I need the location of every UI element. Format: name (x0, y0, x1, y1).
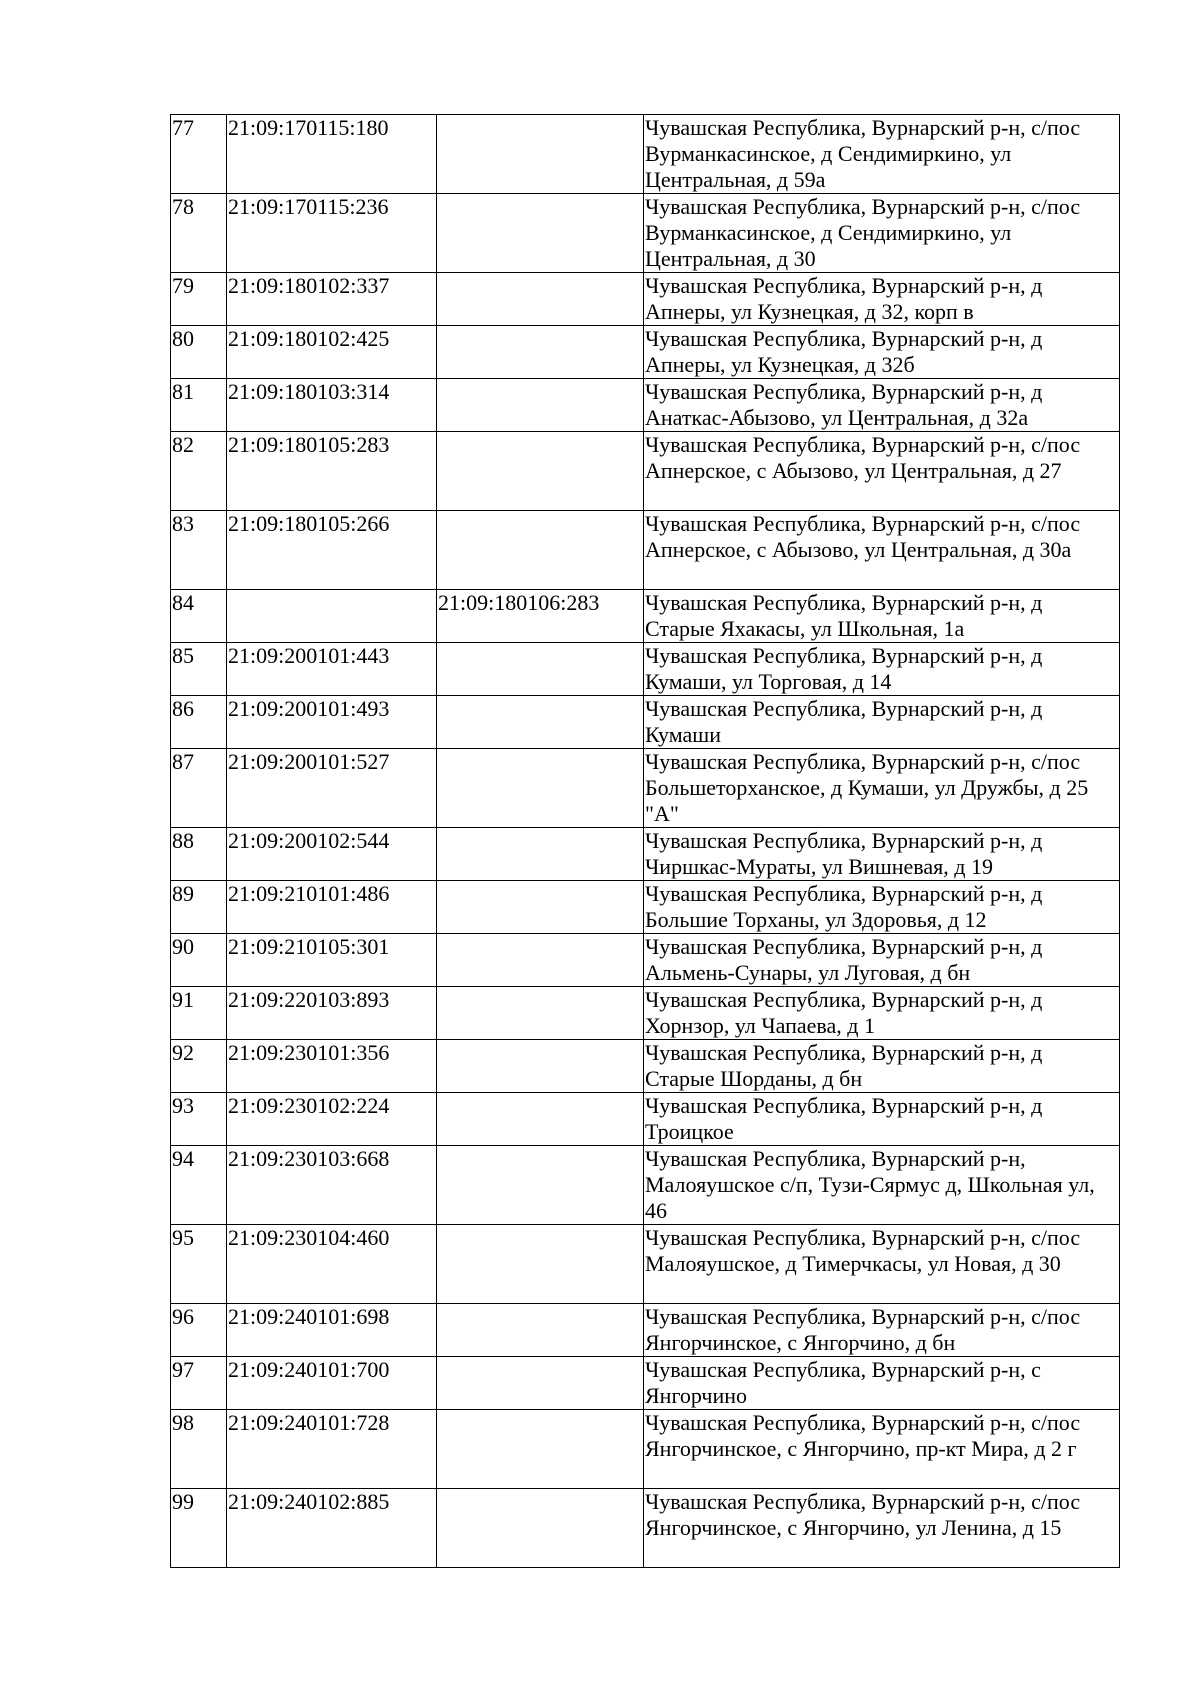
address-cell: Чувашская Республика, Вурнарский р-н, Малояушское с/п, Тузи-Сярмус д, Школьная ул, 46 (644, 1146, 1120, 1225)
cadastral-number-cell: 21:09:180103:314 (227, 379, 437, 432)
table-row (171, 432, 1120, 511)
secondary-cadastral-number-cell (437, 1304, 644, 1357)
secondary-cadastral-number-cell (437, 379, 644, 432)
table-row (171, 828, 1120, 881)
secondary-cadastral-number-cell (437, 1357, 644, 1410)
cadastral-number-cell: 21:09:180102:425 (227, 326, 437, 379)
secondary-cadastral-number-cell (437, 1146, 644, 1225)
table-row (171, 273, 1120, 326)
table-row (171, 1146, 1120, 1225)
secondary-cadastral-number-cell (437, 1410, 644, 1489)
address-cell: Чувашская Республика, Вурнарский р-н, д Альмень-Сунары, ул Луговая, д бн (644, 934, 1120, 987)
cadastral-number-cell: 21:09:200101:493 (227, 696, 437, 749)
table-row (171, 1410, 1120, 1489)
address-cell: Чувашская Республика, Вурнарский р-н, д Хорнзор, ул Чапаева, д 1 (644, 987, 1120, 1040)
secondary-cadastral-number-cell (437, 1489, 644, 1568)
secondary-cadastral-number-cell (437, 115, 644, 194)
table-row (171, 987, 1120, 1040)
table-row (171, 590, 1120, 643)
secondary-cadastral-number-cell (437, 273, 644, 326)
secondary-cadastral-number-cell (437, 1093, 644, 1146)
secondary-cadastral-number-cell (437, 1040, 644, 1093)
address-cell: Чувашская Республика, Вурнарский р-н, д Чиршкас-Мураты, ул Вишневая, д 19 (644, 828, 1120, 881)
row-number-cell: 86 (171, 696, 227, 749)
secondary-cadastral-number-cell (437, 194, 644, 273)
cadastral-number-cell: 21:09:240102:885 (227, 1489, 437, 1568)
table-row (171, 1357, 1120, 1410)
cadastral-number-cell: 21:09:230103:668 (227, 1146, 437, 1225)
secondary-cadastral-number-cell (437, 432, 644, 511)
row-number-cell: 80 (171, 326, 227, 379)
property-registry-table (170, 114, 1120, 1568)
cadastral-number-cell: 21:09:200101:527 (227, 749, 437, 828)
table-row (171, 643, 1120, 696)
row-number-cell: 78 (171, 194, 227, 273)
secondary-cadastral-number-cell (437, 696, 644, 749)
cadastral-number-cell: 21:09:180105:266 (227, 511, 437, 590)
address-cell: Чувашская Республика, Вурнарский р-н, д Большие Торханы, ул Здоровья, д 12 (644, 881, 1120, 934)
registry-table-body (171, 115, 1120, 1568)
address-cell: Чувашская Республика, Вурнарский р-н, д Кумаши (644, 696, 1120, 749)
row-number-cell: 96 (171, 1304, 227, 1357)
secondary-cadastral-number-cell (437, 934, 644, 987)
row-number-cell: 82 (171, 432, 227, 511)
row-number-cell: 81 (171, 379, 227, 432)
cadastral-number-cell: 21:09:230104:460 (227, 1225, 437, 1304)
address-cell: Чувашская Республика, Вурнарский р-н, с/пос Вурманкасинское, д Сендимиркино, ул Центральная, д 59а (644, 115, 1120, 194)
row-number-cell: 97 (171, 1357, 227, 1410)
row-number-cell: 85 (171, 643, 227, 696)
secondary-cadastral-number-cell (437, 828, 644, 881)
table-row (171, 1225, 1120, 1304)
table-row (171, 511, 1120, 590)
address-cell: Чувашская Республика, Вурнарский р-н, д Кумаши, ул Торговая, д 14 (644, 643, 1120, 696)
row-number-cell: 94 (171, 1146, 227, 1225)
row-number-cell: 93 (171, 1093, 227, 1146)
table-row (171, 326, 1120, 379)
address-cell: Чувашская Республика, Вурнарский р-н, д Анаткас-Абызово, ул Центральная, д 32а (644, 379, 1120, 432)
address-cell: Чувашская Республика, Вурнарский р-н, с/пос Малояушское, д Тимерчкасы, ул Новая, д 30 (644, 1225, 1120, 1304)
row-number-cell: 83 (171, 511, 227, 590)
address-cell: Чувашская Республика, Вурнарский р-н, с/пос Янгорчинское, с Янгорчино, пр-кт Мира, д 2 г (644, 1410, 1120, 1489)
address-cell: Чувашская Республика, Вурнарский р-н, с/пос Янгорчинское, с Янгорчино, ул Ленина, д 15 (644, 1489, 1120, 1568)
address-cell: Чувашская Республика, Вурнарский р-н, с/пос Вурманкасинское, д Сендимиркино, ул Центральная, д 30 (644, 194, 1120, 273)
cadastral-number-cell: 21:09:210101:486 (227, 881, 437, 934)
secondary-cadastral-number-cell (437, 749, 644, 828)
cadastral-number-cell: 21:09:180102:337 (227, 273, 437, 326)
secondary-cadastral-number-cell (437, 1225, 644, 1304)
cadastral-number-cell: 21:09:240101:700 (227, 1357, 437, 1410)
secondary-cadastral-number-cell (437, 511, 644, 590)
row-number-cell: 91 (171, 987, 227, 1040)
cadastral-number-cell: 21:09:170115:236 (227, 194, 437, 273)
cadastral-number-cell: 21:09:170115:180 (227, 115, 437, 194)
cadastral-number-cell: 21:09:200102:544 (227, 828, 437, 881)
row-number-cell: 89 (171, 881, 227, 934)
cadastral-number-cell: 21:09:210105:301 (227, 934, 437, 987)
table-row (171, 1040, 1120, 1093)
cadastral-number-cell: 21:09:230101:356 (227, 1040, 437, 1093)
address-cell: Чувашская Республика, Вурнарский р-н, с/пос Янгорчинское, с Янгорчино, д бн (644, 1304, 1120, 1357)
secondary-cadastral-number-cell (437, 987, 644, 1040)
address-cell: Чувашская Республика, Вурнарский р-н, с/пос Апнерское, с Абызово, ул Центральная, д 30а (644, 511, 1120, 590)
row-number-cell: 95 (171, 1225, 227, 1304)
row-number-cell: 99 (171, 1489, 227, 1568)
row-number-cell: 92 (171, 1040, 227, 1093)
row-number-cell: 79 (171, 273, 227, 326)
address-cell: Чувашская Республика, Вурнарский р-н, д Старые Яхакасы, ул Школьная, 1а (644, 590, 1120, 643)
table-row (171, 379, 1120, 432)
table-row (171, 1093, 1120, 1146)
address-cell: Чувашская Республика, Вурнарский р-н, с/пос Большеторханское, д Кумаши, ул Дружбы, д 25 "А" (644, 749, 1120, 828)
row-number-cell: 77 (171, 115, 227, 194)
table-row (171, 115, 1120, 194)
row-number-cell: 87 (171, 749, 227, 828)
table-row (171, 934, 1120, 987)
address-cell: Чувашская Республика, Вурнарский р-н, с Янгорчино (644, 1357, 1120, 1410)
table-row (171, 696, 1120, 749)
address-cell: Чувашская Республика, Вурнарский р-н, д Апнеры, ул Кузнецкая, д 32, корп в (644, 273, 1120, 326)
cadastral-number-cell: 21:09:230102:224 (227, 1093, 437, 1146)
cadastral-number-cell: 21:09:240101:728 (227, 1410, 437, 1489)
cadastral-number-cell: 21:09:220103:893 (227, 987, 437, 1040)
address-cell: Чувашская Республика, Вурнарский р-н, с/пос Апнерское, с Абызово, ул Центральная, д 27 (644, 432, 1120, 511)
secondary-cadastral-number-cell (437, 643, 644, 696)
secondary-cadastral-number-cell (437, 881, 644, 934)
cadastral-number-cell (227, 590, 437, 643)
row-number-cell: 88 (171, 828, 227, 881)
row-number-cell: 84 (171, 590, 227, 643)
secondary-cadastral-number-cell (437, 326, 644, 379)
secondary-cadastral-number-cell: 21:09:180106:283 (437, 590, 644, 643)
cadastral-number-cell: 21:09:240101:698 (227, 1304, 437, 1357)
table-row (171, 1489, 1120, 1568)
table-row (171, 749, 1120, 828)
table-row (171, 881, 1120, 934)
row-number-cell: 90 (171, 934, 227, 987)
table-row (171, 1304, 1120, 1357)
cadastral-number-cell: 21:09:200101:443 (227, 643, 437, 696)
address-cell: Чувашская Республика, Вурнарский р-н, д Троицкое (644, 1093, 1120, 1146)
table-row (171, 194, 1120, 273)
row-number-cell: 98 (171, 1410, 227, 1489)
address-cell: Чувашская Республика, Вурнарский р-н, д Старые Шорданы, д бн (644, 1040, 1120, 1093)
address-cell: Чувашская Республика, Вурнарский р-н, д Апнеры, ул Кузнецкая, д 32б (644, 326, 1120, 379)
cadastral-number-cell: 21:09:180105:283 (227, 432, 437, 511)
